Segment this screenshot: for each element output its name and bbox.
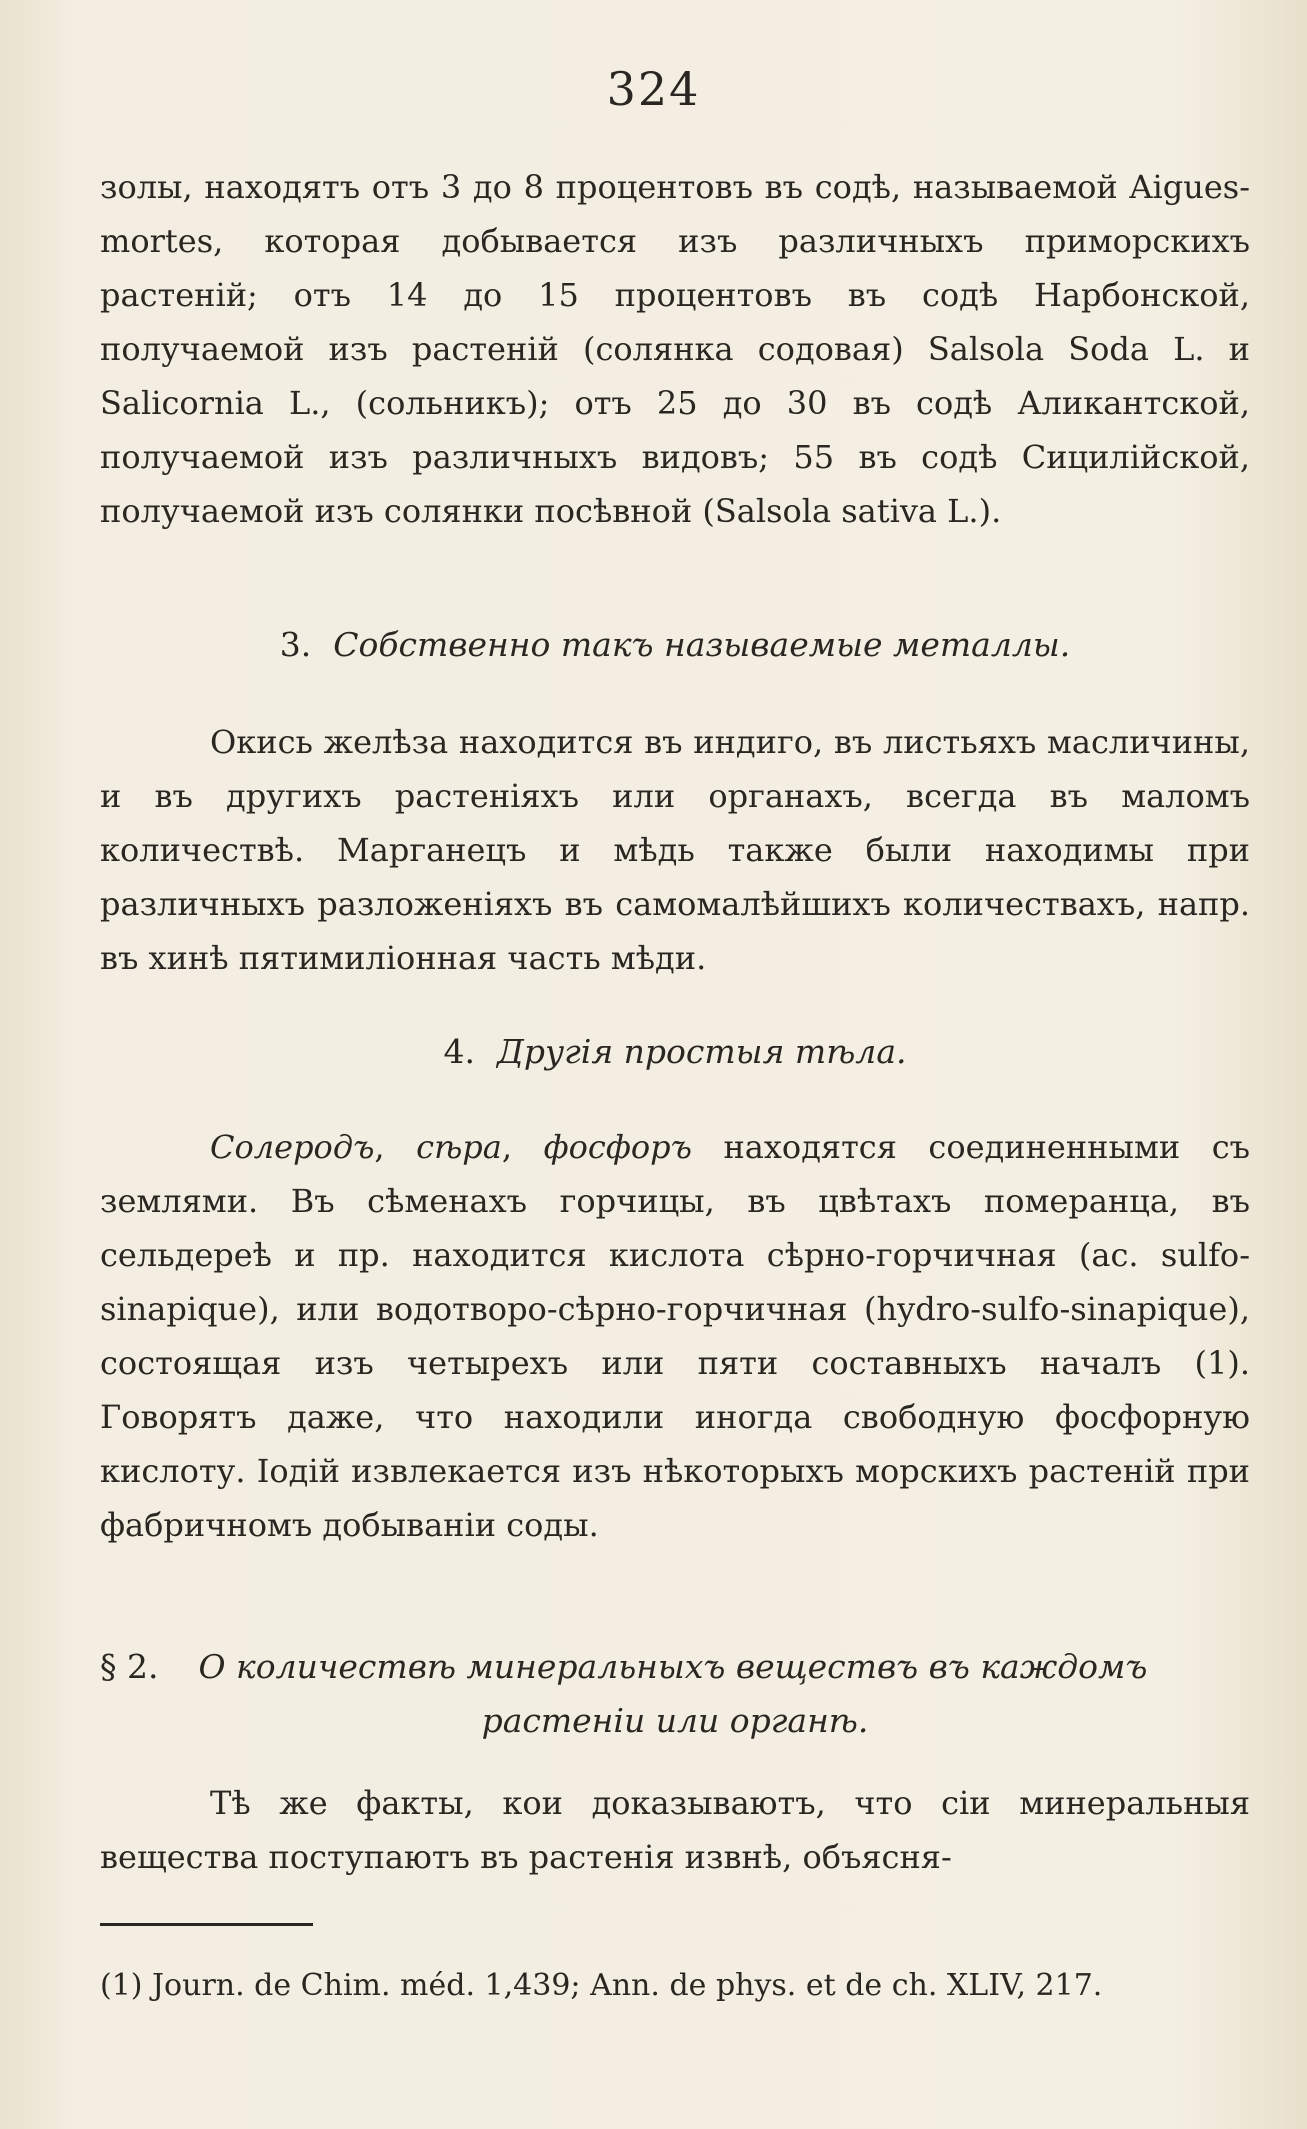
- footnote: [100, 1960, 1250, 2012]
- heading-number: 4.: [443, 1032, 475, 1071]
- term-nitrogen: Солеродъ: [210, 1128, 375, 1166]
- section-title-line1: О количествѣ минеральныхъ веществъ въ каждомъ: [198, 1647, 1148, 1686]
- paragraph-nitrogen: Солеродъ, сѣра, фосфоръ находятся соединенными съ землями. Въ сѣменахъ горчицы, въ цвѣтахъ померанца, въ сельдереѣ и пр. находится кислота сѣрно-горчичная (ac. sulfo-sinapique), или водотворо-сѣрно-горчичная (hydro-sulfo-sinapique), состоящая изъ четырехъ или пяти составныхъ началъ (1). Говорятъ даже, что находили иногда свободную фосфорную кислоту. Iодiй извлекается изъ нѣкоторыхъ морскихъ растенiй при фабричномъ добыванiи соды.: [100, 1128, 1251, 1544]
- paragraph-text: находятся соединенными съ землями. Въ сѣменахъ горчицы, въ цвѣтахъ померанца, въ сельдереѣ и пр. находится кислота сѣрно-горчичная (ac. sulfo-sinapique), или водотворо-сѣрно-горчичная (hydro-sulfo-sinapique), состоящая изъ четырехъ или пяти составныхъ началъ (1). Говорятъ даже, что находили иногда свободную фосфорную кислоту. Iодiй извлекается изъ нѣкоторыхъ морскихъ растенiй при фабричномъ добыванiи соды.: [100, 1128, 1251, 1544]
- term-sulfur: сѣра: [416, 1128, 502, 1166]
- footnote-text: (1) Journ. de Chim. méd. 1,439; Ann. de phys. et de ch. XLIV, 217.: [100, 1968, 1103, 2003]
- footnote-rule: [100, 1923, 313, 1926]
- paragraph-text: Окись желѣза находится въ индиго, въ листьяхъ масличины, и въ другихъ растенiяхъ или органахъ, всегда въ маломъ количествѣ. Марганецъ и мѣдь также были находимы при различныхъ разложенiяхъ въ самомалѣйшихъ количествахъ, напр. въ хинѣ пятимилiонная часть мѣди.: [100, 723, 1250, 977]
- section-title-line2: растенiи или органѣ.: [481, 1701, 869, 1740]
- section-number: § 2.: [100, 1647, 159, 1686]
- paragraph-iron: [100, 715, 1250, 985]
- paragraph-text: Тѣ же факты, кои доказываютъ, что сiи минеральныя вещества поступаютъ въ растенiя извнѣ, объясня-: [100, 1784, 1250, 1876]
- heading-title: Другiя простыя тѣла.: [497, 1032, 907, 1071]
- section-heading: [100, 1640, 1250, 1748]
- heading-title: Собственно такъ называемые металлы.: [333, 625, 1071, 664]
- heading-number: 3.: [279, 625, 312, 664]
- paragraph-facts: [100, 1776, 1250, 1884]
- term-phosphorus: фосфоръ: [543, 1128, 692, 1166]
- heading-metals: [100, 618, 1250, 672]
- paragraph-soda: [100, 160, 1250, 538]
- page-number: 324: [606, 62, 701, 116]
- heading-other-bodies: [100, 1025, 1250, 1079]
- paragraph-text: золы, находятъ отъ 3 до 8 процентовъ въ содѣ, называемой Aigues-mortes, которая добывается изъ различныхъ приморскихъ растенiй; отъ 14 до 15 процентовъ въ содѣ Нарбонской, получаемой изъ растенiй (солянка содовая) Salsola Soda L. и Salicornia L., (сольникъ); отъ 25 до 30 въ содѣ Аликантской, получаемой изъ различныхъ видовъ; 55 въ содѣ Сицилiйской, получаемой изъ солянки посѣвной (Salsola sativa L.).: [100, 168, 1250, 530]
